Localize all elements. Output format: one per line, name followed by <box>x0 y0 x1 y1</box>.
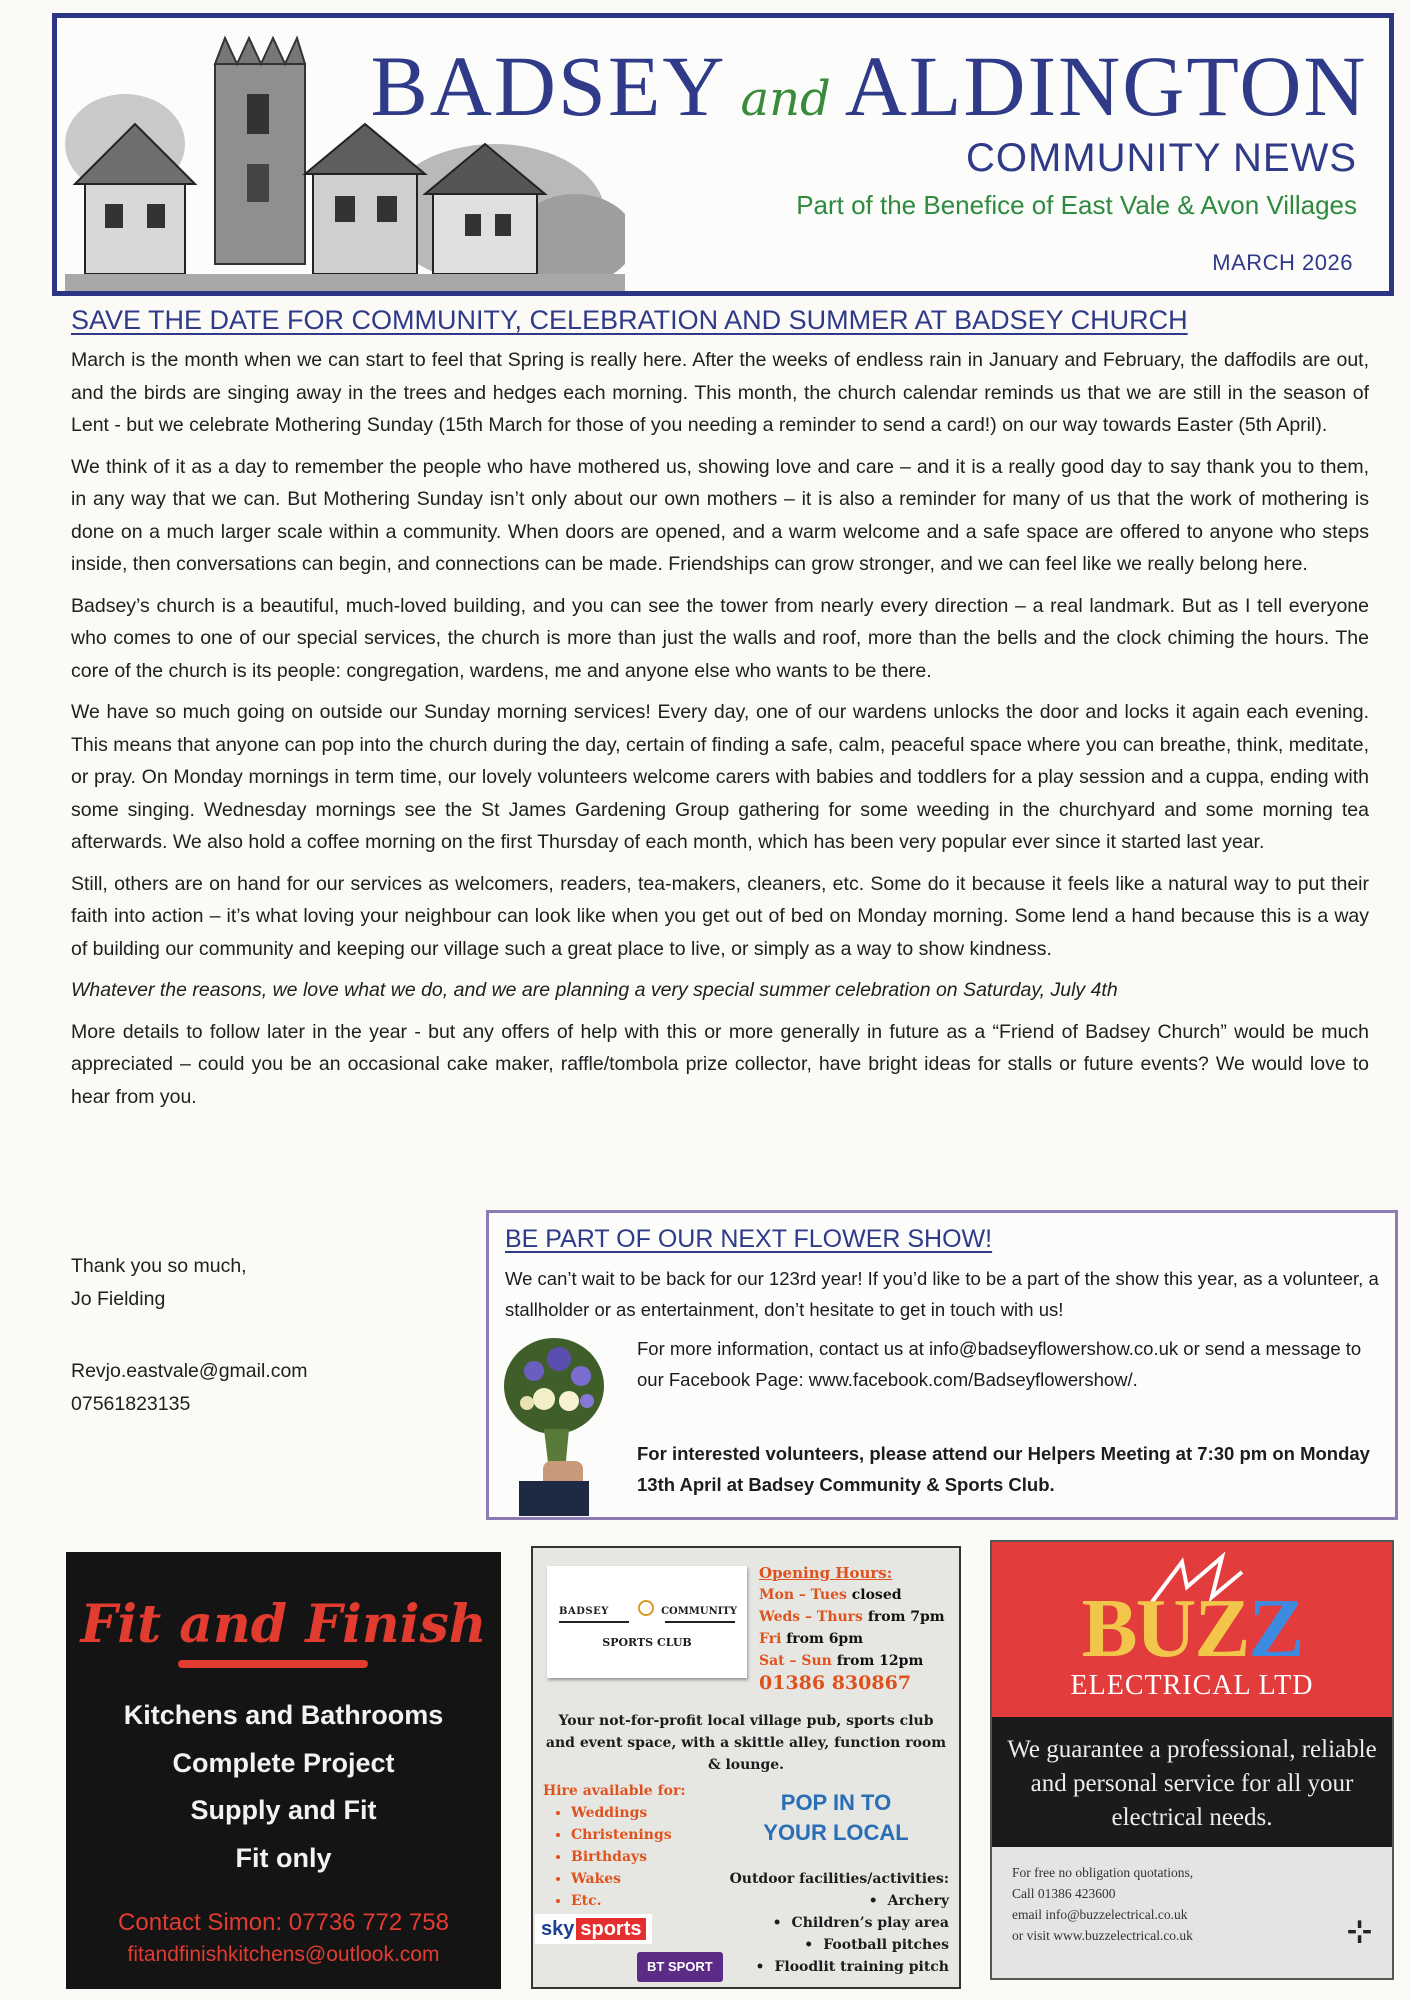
fit-service-line: Fit only <box>235 1842 332 1873</box>
flower-show-heading: BE PART OF OUR NEXT FLOWER SHOW! <box>505 1225 993 1253</box>
buzz-logo-panel <box>992 1542 1392 1717</box>
hours-row: Mon – Tues closed <box>759 1587 902 1603</box>
opening-hours-title: Opening Hours: <box>759 1564 893 1582</box>
church-article <box>71 305 1369 1122</box>
article-heading: SAVE THE DATE FOR COMMUNITY, CELEBRATION AND SUMMER AT BADSEY CHURCH <box>71 305 1188 335</box>
fit-and-finish-ad <box>66 1552 501 1989</box>
hire-item: • Weddings <box>571 1802 685 1824</box>
masthead <box>52 13 1394 296</box>
flower-show-contact: For more information, contact us at info@badseyflowershow.co.uk or send a message to our Facebook Page: www.facebook.com/Badseyflowershow/. <box>637 1338 1362 1390</box>
sports-club-logo-card <box>547 1566 747 1678</box>
title-badsey: BADSEY <box>370 38 727 134</box>
outdoor-item: • Football pitches <box>711 1934 949 1956</box>
article-paragraph: We have so much going on outside our Sunday morning services! Every day, one of our wardens unlocks the door and locks it again each evening. This means that anyone can pop into the church during the day, certain of finding a safe, calm, peaceful space where you can breathe, think, meditate, or pray. On Monday mornings in term time, our lovely volunteers welcome carers with babies and toddlers for a play session and a cuppa, ending with some singing. Wednesday mornings see the St James Gardening Group gathering for some weeding in the churchyard and some morning tea afterwards. We also hold a coffee morning on the first Thursday of each month, which has been very popular ever since it started last year. <box>71 701 1369 853</box>
helpers-meeting-note: For interested volunteers, please attend our Helpers Meeting at 7:30 pm on Monday 13th April at Badsey Community & Sports Club. <box>637 1443 1370 1495</box>
club-logo-left: BADSEY <box>559 1606 609 1617</box>
hours-row: Sat – Sun from 12pm <box>759 1653 924 1669</box>
signoff-thanks: Thank you so much, <box>71 1255 247 1277</box>
fit-services <box>66 1692 501 1882</box>
club-logo-right: COMMUNITY <box>661 1606 737 1617</box>
sports-club-ad <box>531 1546 961 1989</box>
accreditation-icon: ⊹ <box>1346 1915 1372 1948</box>
buzz-tagline: We guarantee a professional, reliable and personal service for all your electrical needs. <box>992 1717 1392 1847</box>
buzz-electrical-ad <box>990 1540 1394 1980</box>
football-icon <box>638 1600 654 1616</box>
outdoor-facilities <box>711 1868 949 1978</box>
fit-service-line: Supply and Fit <box>190 1795 377 1825</box>
signoff-email[interactable]: Revjo.eastvale@gmail.com <box>71 1360 308 1382</box>
fit-and-finish-logo: Fit and Finish <box>80 1594 487 1655</box>
sky-sports-logo: sky sports <box>535 1914 652 1944</box>
outdoor-title: Outdoor facilities/activities: <box>729 1871 949 1887</box>
fit-service-line: Complete Project <box>172 1747 395 1778</box>
signoff-name: Jo Fielding <box>71 1287 166 1310</box>
logo-underline <box>178 1660 368 1668</box>
hire-item: • Birthdays <box>571 1846 685 1868</box>
buzz-contact: For free no obligation quotations, Call 01386 423600 email info@buzzelectrical.co.uk or visit www.buzzelectrical.co.uk <box>1012 1865 1194 1943</box>
signoff-phone[interactable]: 07561823135 <box>71 1392 191 1415</box>
flower-show-intro: We can’t wait to be back for our 123rd year! If you’d like to be a part of the show this year, as a volunteer, a stallholder or as entertainment, don’t hesitate to get in touch with us! <box>505 1268 1379 1320</box>
outdoor-item: • Children’s play area <box>711 1912 949 1934</box>
hire-item: • Christenings <box>571 1824 685 1846</box>
article-signoff <box>71 1250 308 1420</box>
fit-contact-email: fitandfinishkitchens@outlook.com <box>127 1943 440 1966</box>
celebration-line: Whatever the reasons, we love what we do, and we are planning a very special summer celebration on Saturday, July 4th <box>71 979 1118 1001</box>
club-phone: 01386 830867 <box>759 1672 912 1694</box>
bouquet-image <box>499 1331 619 1516</box>
fit-service-line: Kitchens and Bathrooms <box>123 1700 444 1730</box>
fit-contact <box>66 1907 501 1971</box>
buzz-logo: BUZZ <box>1081 1582 1303 1675</box>
article-paragraph: Still, others are on hand for our services as welcomers, readers, tea-makers, cleaners, etc. Some do it because it feels like a natural way to put their faith into action – it’s what loving your neighbour can look like when you get out of bed on Monday morning. Some lend a hand because this is a way of building our community and keeping our village such a great place to live, or simply as a way to show kindness. <box>71 872 1369 960</box>
title-aldington: ALDINGTON <box>844 38 1368 134</box>
hire-title: Hire available for: <box>543 1783 686 1799</box>
hire-list <box>543 1780 685 1912</box>
article-paragraph: Badsey’s church is a beautiful, much-loved building, and you can see the tower from nearly every direction – a real landmark. But as I tell everyone who comes to one of our special services, the church is more than just the walls and roof, more than the bells and the clock chiming the hours. The core of the church is its people: congregation, wardens, me and anyone else who wants to be there. <box>71 594 1369 682</box>
title-and: and <box>740 71 831 127</box>
fit-contact-phone: Contact Simon: 07736 772 758 <box>118 1909 449 1936</box>
bt-sport-logo: BT SPORT <box>637 1952 723 1982</box>
outdoor-item: • Archery <box>711 1890 949 1912</box>
opening-hours <box>759 1562 959 1694</box>
benefice-line: Part of the Benefice of East Vale & Avon Villages <box>796 190 1357 220</box>
closing-paragraph: More details to follow later in the year - but any offers of help with this or more generally in future as a “Friend of Badsey Church” would be much appreciated – could you be an occasional cake maker, raffle/tombola prize collector, have bright ideas for stalls or future events? We would love to hear from you. <box>71 1020 1369 1108</box>
newsletter-subtitle: COMMUNITY NEWS <box>965 136 1357 180</box>
club-description: Your not-for-profit local village pub, sports club and event space, with a skittle alley, function room & lounge. <box>545 1713 947 1773</box>
club-logo-bottom: SPORTS CLUB <box>602 1636 692 1649</box>
hours-row: Weds – Thurs from 7pm <box>759 1609 945 1625</box>
buzz-subtitle: ELECTRICAL LTD <box>1070 1670 1314 1701</box>
outdoor-item: • Floodlit training pitch <box>711 1956 949 1978</box>
hire-item: • Etc. <box>571 1890 685 1912</box>
article-paragraph: March is the month when we can start to feel that Spring is really here. After the weeks of endless rain in January and February, the daffodils are out, and the birds are singing away in the trees and hedges each morning. This month, the church calendar reminds us that we are still in the season of Lent - but we celebrate Mothering Sunday (15th March for those of you needing a reminder to send a card!) on our way towards Easter (5th April). <box>71 349 1369 436</box>
article-paragraph: We think of it as a day to remember the people who have mothered us, showing love and care – and it is a really good day to say thank you to them, in any way that we can. But Mothering Sunday isn’t only about our own mothers – it is also a reminder for many of us that the work of mothering is done on a much larger scale within a community. When doors are opened, and a warm welcome and a safe space are offered to anyone who steps inside, then conversations can begin, and connections can be made. Friendships can grow stronger, and we can feel like we really belong here. <box>71 455 1369 575</box>
newsletter-title <box>349 36 1389 149</box>
flower-show-box <box>486 1210 1398 1520</box>
hire-item: • Wakes <box>571 1868 685 1890</box>
hours-row: Fri from 6pm <box>759 1631 864 1647</box>
pop-in-slogan: POP IN TO YOUR LOCAL <box>763 1790 909 1845</box>
issue-date: MARCH 2026 <box>1212 250 1353 275</box>
